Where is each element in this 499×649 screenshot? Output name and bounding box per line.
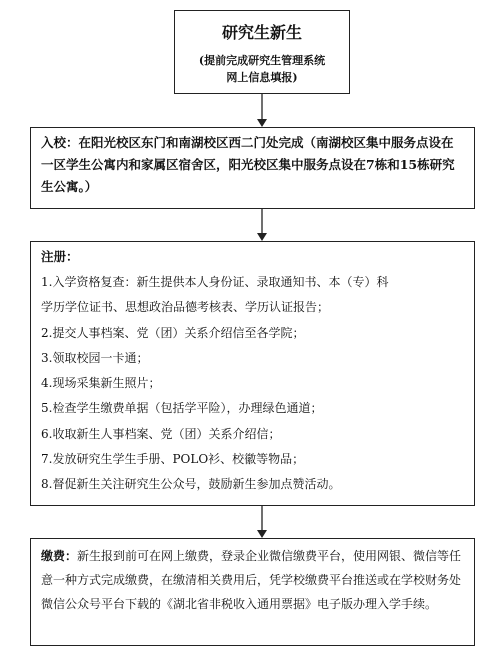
registration-item: 6.收取新生人事档案、党（团）关系介绍信； [41, 426, 281, 441]
registration-item: 5.检查学生缴费单据（包括学平险），办理绿色通道； [41, 401, 323, 416]
arrival-text: 入校：在阳光校区东门和南湖校区西二门处完成（南湖校区集中服务点设在一区学生公寓内和家属区宿舍区，阳光校区集中服务点设在7栋和15栋研究生公寓。） [41, 135, 455, 194]
registration-box [30, 241, 475, 506]
arrow-1 [256, 94, 268, 128]
registration-item: 4.现场采集新生照片； [41, 376, 161, 391]
payment-label: 缴费： [41, 549, 78, 563]
start-box [174, 10, 350, 94]
registration-item: 2.提交人事档案、党（团）关系介绍信至各学院； [41, 325, 305, 340]
payment-box [30, 538, 475, 646]
payment-text: 新生报到前可在网上缴费，登录企业微信缴费平台，使用网银、微信等任意一种方式完成缴费，在缴清相关费用后，凭学校缴费平台推送或在学校财务处微信公众号平台下载的《湖北省非税收入通用票据》电子版办理入学手续。 [41, 549, 462, 611]
registration-item: 8.督促新生关注研究生公众号，鼓励新生参加点赞活动。 [41, 477, 341, 492]
arrival-box [30, 127, 475, 209]
payment-paragraph [41, 544, 464, 616]
start-subtitle-line1: (提前完成研究生管理系统 [198, 54, 326, 67]
registration-item: 1.入学资格复查：新生提供本人身份证、录取通知书、本（专）科 [41, 275, 389, 289]
registration-item: 3.领取校园一卡通； [41, 350, 149, 365]
arrow-2 [256, 209, 268, 242]
registration-heading: 注册： [41, 249, 79, 264]
registration-item: 7.发放研究生学生手册、POLO衫、校徽等物品； [41, 452, 305, 467]
arrow-3 [256, 506, 268, 539]
start-title: 研究生新生 [221, 23, 302, 42]
registration-item: 学历学位证书、思想政治品德考核表、学历认证报告； [41, 300, 330, 315]
start-subtitle-line2: 网上信息填报) [226, 71, 298, 84]
start-subtitle [175, 52, 349, 86]
